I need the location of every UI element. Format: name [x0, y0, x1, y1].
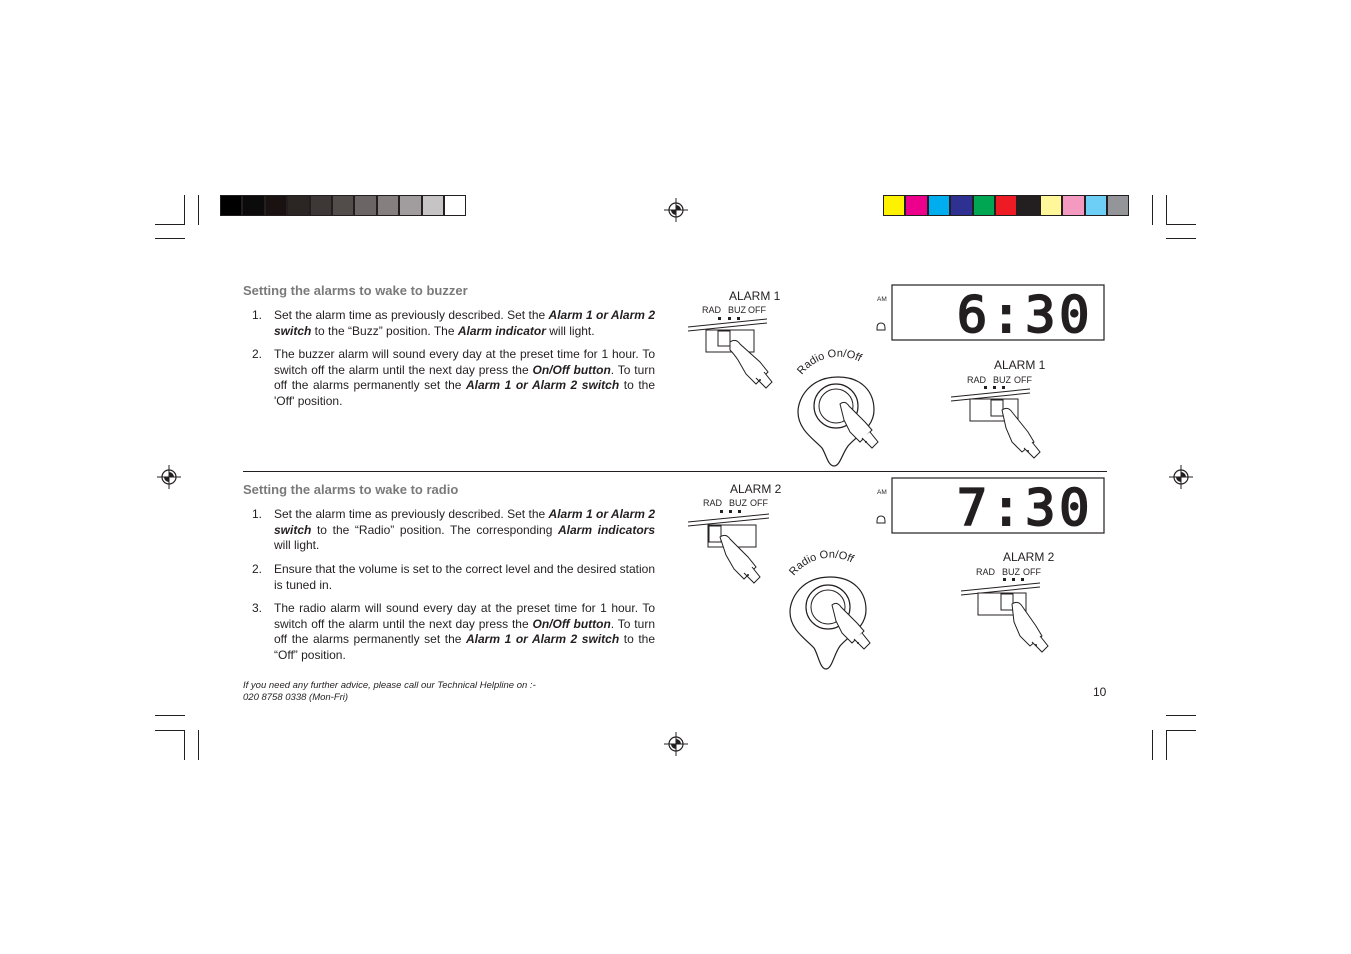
list-item	[252, 601, 655, 665]
crop-mark	[155, 715, 185, 716]
crop-mark	[184, 195, 185, 225]
clock-time: 6:30	[957, 286, 1094, 344]
emphasis-text: Alarm 1 or Alarm 2 switch	[466, 632, 620, 646]
body-text: to the “Radio” position. The corresponding	[311, 522, 558, 537]
alarm-switch-illustration	[688, 289, 781, 388]
alarm-switch-illustration	[688, 482, 782, 583]
color-swatch	[928, 195, 950, 216]
color-swatch	[1040, 195, 1062, 216]
color-swatch	[950, 195, 972, 216]
registration-mark-icon	[664, 198, 688, 222]
body-text: will light.	[545, 323, 595, 338]
body-text: The buzzer alarm will sound every day at the preset time for 1 hour. To switch off the alarm until the next day press the	[274, 347, 655, 377]
color-swatch	[1017, 195, 1039, 216]
crop-mark	[198, 730, 199, 760]
crop-mark	[198, 195, 199, 225]
color-swatch	[1062, 195, 1084, 216]
switch-buz-label: BUZ	[1002, 567, 1020, 577]
crop-mark	[184, 730, 185, 760]
body-text: Ensure that the volume is set to the correct level and the desired station is tuned in.	[274, 562, 655, 592]
color-swatch	[444, 195, 466, 216]
switch-title: ALARM 1	[729, 289, 781, 303]
body-text: Set the alarm time as previously described. Set the	[274, 507, 549, 521]
item-text	[274, 308, 655, 339]
registration-mark-icon	[157, 465, 181, 489]
body-text: will light.	[274, 538, 320, 552]
color-swatch	[995, 195, 1017, 216]
crop-mark	[1166, 715, 1196, 716]
switch-title: ALARM 1	[994, 358, 1046, 372]
body-text: to the “Off” position.	[274, 632, 655, 662]
item-number: 2.	[252, 347, 263, 361]
color-swatch	[310, 195, 332, 216]
figure-buzzer-alarm	[680, 280, 1110, 470]
crop-mark	[155, 224, 185, 225]
emphasis-text: Alarm 1 or Alarm 2 switch	[274, 308, 655, 338]
switch-buz-label: BUZ	[728, 305, 746, 315]
emphasis-text: Alarm indicators	[558, 522, 655, 537]
switch-rad-label: RAD	[976, 567, 996, 577]
footer-line: If you need any further advice, please call our Technical Helpline on :-	[243, 680, 536, 691]
switch-rad-label: RAD	[703, 498, 723, 508]
item-text	[274, 601, 655, 663]
alarm-switch-illustration	[951, 358, 1046, 458]
switch-off-label: OFF	[748, 305, 766, 315]
switch-buz-label: BUZ	[993, 375, 1011, 385]
color-swatch	[242, 195, 264, 216]
color-swatch	[1085, 195, 1107, 216]
switch-title: ALARM 2	[730, 482, 782, 496]
item-text	[274, 507, 655, 554]
color-swatch	[399, 195, 421, 216]
section-heading-radio: Setting the alarms to wake to radio	[243, 482, 459, 497]
switch-rad-label: RAD	[967, 375, 987, 385]
color-swatch	[354, 195, 376, 216]
color-swatch	[422, 195, 444, 216]
body-text: to the “Buzz” position. The	[311, 323, 458, 338]
list-item	[252, 562, 655, 594]
radio-on-off-button-illustration	[795, 348, 878, 466]
bell-icon	[877, 323, 885, 330]
body-text: . To turn off the alarms permanently set the	[274, 616, 655, 646]
alarm-switch-illustration	[961, 550, 1055, 652]
item-text	[274, 562, 655, 593]
crop-mark	[1166, 238, 1196, 239]
clock-display-illustration	[877, 478, 1104, 537]
body-text: . To turn off the alarms permanently set the	[274, 362, 655, 392]
list-item	[252, 347, 655, 413]
item-number: 2.	[252, 562, 263, 576]
color-swatch	[377, 195, 399, 216]
item-text	[274, 347, 655, 409]
item-number: 3.	[252, 601, 263, 615]
footer-line: 020 8758 0338 (Mon-Fri)	[243, 692, 349, 703]
emphasis-text: Alarm 1 or Alarm 2 switch	[274, 507, 655, 537]
page-number: 10	[1093, 685, 1107, 699]
switch-off-label: OFF	[750, 498, 768, 508]
color-swatch	[883, 195, 905, 216]
clock-display-illustration	[877, 285, 1104, 344]
radio-on-off-button-illustration	[787, 549, 870, 669]
color-swatch	[287, 195, 309, 216]
item-number: 1.	[252, 308, 263, 322]
body-text: The radio alarm will sound every day at the preset time for 1 hour. To switch off the alarm until the next day press the	[274, 601, 655, 631]
switch-off-label: OFF	[1023, 567, 1041, 577]
item-number: 1.	[252, 507, 263, 521]
button-label: Radio On/Off	[795, 347, 864, 377]
color-swatch	[905, 195, 927, 216]
color-swatch	[332, 195, 354, 216]
color-swatch	[265, 195, 287, 216]
button-label: Radio On/Off	[787, 548, 856, 578]
switch-rad-label: RAD	[702, 305, 722, 315]
footer-helpline	[243, 680, 536, 704]
emphasis-text: On/Off button	[532, 616, 611, 631]
crop-mark	[1166, 224, 1196, 225]
figure-radio-alarm	[680, 473, 1110, 673]
emphasis-text: Alarm 1 or Alarm 2 switch	[466, 378, 620, 392]
bell-icon	[877, 516, 885, 523]
registration-mark-icon	[664, 732, 688, 756]
list-item	[252, 507, 655, 555]
crop-mark	[1166, 730, 1167, 760]
color-swatch	[220, 195, 242, 216]
am-indicator-label: AM	[877, 296, 887, 303]
list-item	[252, 308, 655, 342]
crop-mark	[1152, 195, 1153, 225]
switch-buz-label: BUZ	[729, 498, 747, 508]
emphasis-text: On/Off button	[532, 362, 611, 377]
crop-mark	[155, 730, 185, 731]
switch-title: ALARM 2	[1003, 550, 1055, 564]
color-swatch	[973, 195, 995, 216]
crop-mark	[1166, 195, 1167, 225]
section-divider	[243, 471, 1107, 472]
color-swatch	[1107, 195, 1129, 216]
body-text: to the 'Off' position.	[274, 378, 655, 408]
switch-off-label: OFF	[1014, 375, 1032, 385]
crop-mark	[1152, 730, 1153, 760]
body-text: Set the alarm time as previously described. Set the	[274, 308, 549, 322]
clock-time: 7:30	[957, 479, 1094, 537]
crop-mark	[155, 238, 185, 239]
crop-mark	[1166, 730, 1196, 731]
emphasis-text: Alarm indicator	[457, 323, 546, 338]
registration-mark-icon	[1169, 465, 1193, 489]
am-indicator-label: AM	[877, 489, 887, 496]
section-heading-buzzer: Setting the alarms to wake to buzzer	[243, 283, 468, 298]
